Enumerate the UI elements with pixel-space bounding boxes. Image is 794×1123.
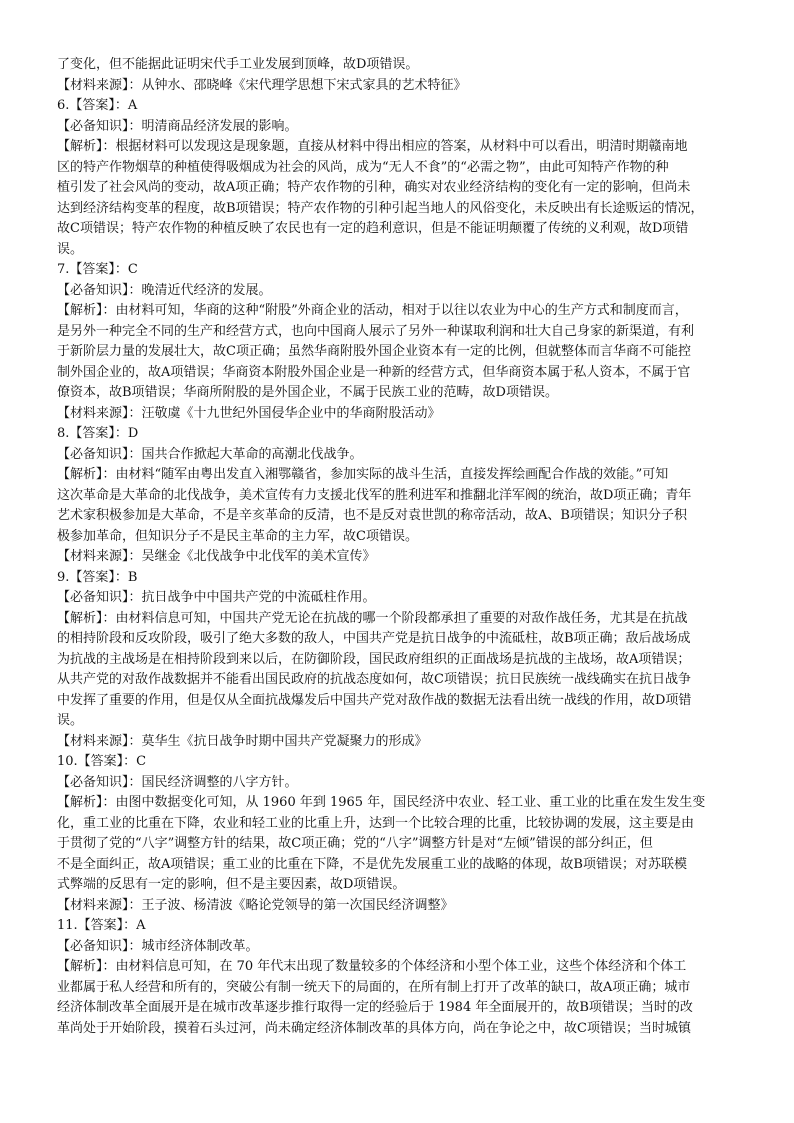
text-line: 制外国企业的，故A项错误；华商资本附股外国企业是一种新的经营方式，但华商资本属于私人资本，不属于官 — [57, 364, 691, 380]
text-line: 误。 — [57, 241, 84, 257]
text-line: 【必备知识】：抗日战争中中国共产党的中流砥柱作用。 — [57, 590, 376, 605]
text-line: 业都属于私人经营和所有的，突破公有制一统天下的局面的，在所有制上打开了改革的缺口，故A项正确；城市 — [57, 979, 691, 995]
text-line: 【必备知识】：晚清近代经济的发展。 — [57, 282, 272, 298]
text-line: 为抗战的主战场是在相持阶段到来以后，在防御阶段，国民政府组织的正面战场是抗战的主战场，故A项错误； — [57, 651, 691, 667]
text-line: 区的特产作物烟草的种植使得吸烟成为社会的风尚，成为“无人不食”的“必需之物”，由此可知特产作物的种 — [57, 159, 669, 175]
text-line: 的相持阶段和反攻阶段，吸引了绝大多数的敌人，中国共产党是抗日战争的中流砥柱，故B项正确；敌后战场成 — [57, 631, 691, 646]
text-line: 【解析】：由图中数据变化可知，从 1960 年到 1965 年，国民经济中农业、轻工业、重工业的比重在发生发生变 — [57, 795, 706, 810]
text-line: 误。 — [57, 713, 84, 728]
text-line: 艺术家积极参加是大革命，不是辛亥革命的反清，也不是反对袁世凯的称帝活动，故A、B项错误；知识分子积 — [57, 508, 687, 523]
text-line: 【必备知识】：国民经济调整的八字方针。 — [57, 774, 298, 790]
text-line: 【解析】：根据材料可以发现这是现象题，直接从材料中得出相应的答案，从材料中可以看出，明清时期赣南地 — [57, 139, 688, 154]
text-line: 从共产党的对敌作战数据并不能看出国民政府的抗战态度如何，故C项错误；抗日民族统一战线确实在抗日战争 — [57, 672, 691, 687]
text-line: 【材料来源】：王子波、杨清波《略论党领导的第一次国民经济调整》 — [57, 897, 454, 913]
text-line: 故C项错误；特产农作物的种植反映了农民也有一定的趋利意识，但是不能证明颠覆了传统的义利观，故D项错 — [57, 221, 689, 236]
text-line: 是另外一种完全不同的生产和经营方式，也向中国商人展示了另外一种谋取利润和壮大自己身家的新渠道，有利 — [57, 323, 695, 339]
text-line: 化，重工业的比重在下降，农业和轻工业的比重上升，达到一个比较合理的比重，比较协调的发展，这主要是由 — [57, 815, 695, 831]
text-line: 7.【答案】：C — [57, 262, 138, 277]
text-line: 6.【答案】：A — [57, 98, 138, 113]
text-line: 【材料来源】：从钟水、邵晓峰《宋代理学思想下宋式家具的艺术特征》 — [57, 77, 467, 93]
text-line: 植引发了社会风尚的变动，故A项正确；特产农作物的引种，确实对农业经济结构的变化有一定的影响，但尚未 — [57, 180, 691, 195]
text-line: 【材料来源】：汪敬虞《十九世纪外国侵华企业中的华商附股活动》 — [57, 405, 441, 421]
text-line: 中发挥了重要的作用，但是仅从全面抗战爆发后中国共产党对敌作战的数据无法看出统一战线的作用，故D项错 — [57, 692, 692, 708]
text-line: 于新阶层力量的发展壮大，故C项正确；虽然华商附股外国企业资本有一定的比例，但就整体而言华商不可能控 — [57, 344, 691, 359]
text-line: 僚资本，故B项错误；华商所附股的是外国企业，不属于民族工业的范畴，故D项错误。 — [57, 385, 558, 400]
text-line: 不是全面纠正，故A项错误；重工业的比重在下降，不是优先发展重工业的战略的体现，故B项错误；对苏联模 — [57, 856, 687, 872]
text-line: 革尚处于开始阶段，摸着石头过河，尚未确定经济体制改革的具体方向，尚在争论之中，故C项错误；当时城镇 — [57, 1020, 691, 1036]
text-line: 【解析】：由材料“随军由粤出发直入湘鄂赣省，参加实际的战斗生活，直接发挥绘画配合作战的效能。”可知 — [57, 467, 669, 482]
text-line: 8.【答案】：D — [57, 426, 139, 441]
text-line: 了变化，但不能据此证明宋代手工业发展到顶峰，故D项错误。 — [57, 57, 419, 72]
document-body — [57, 55, 739, 1039]
text-line: 【必备知识】：城市经济体制改革。 — [57, 938, 259, 954]
text-line: 10.【答案】：C — [57, 754, 147, 769]
text-line: 经济体制改革全面展开是在城市改革逐步推行取得一定的经验后于 1984 年全面展开的，故B项错误；当时的改 — [57, 1000, 693, 1015]
text-line: 【解析】：由材料信息可知，在 70 年代末出现了数量较多的个体经济和小型个体工业，这些个体经济和个体工 — [57, 959, 687, 974]
text-line: 式弊端的反思有一定的影响，但不是主要因素，故D项错误。 — [57, 877, 406, 892]
text-line: 【必备知识】：明清商品经济发展的影响。 — [57, 118, 298, 134]
text-line: 9.【答案】：B — [57, 569, 138, 585]
text-line: 【解析】：由材料信息可知，中国共产党无论在抗战的哪一个阶段都承担了重要的对敌作战任务，尤其是在抗战 — [57, 610, 688, 626]
text-line: 【材料来源】：吴继金《北伐战争中北伐军的美术宣传》 — [57, 549, 376, 564]
text-line: 【解析】：由材料可知，华商的这种“附股”外商企业的活动，相对于以往以农业为中心的生产方式和制度而言， — [57, 303, 688, 318]
text-line: 【必备知识】：国共合作掀起大革命的高潮北伐战争。 — [57, 446, 363, 462]
text-line: 达到经济结构变革的程度，故B项错误；特产农作物的引种引起当地人的风俗变化，未反映出有长途贩运的情况， — [57, 200, 704, 216]
text-line: 这次革命是大革命的北伐战争，美术宣传有力支援北伐军的胜利进军和推翻北洋军阀的统治，故D项正确；青年 — [57, 487, 692, 503]
text-line: 极参加革命，但知识分子不是民主革命的主力军，故C项错误。 — [57, 528, 418, 544]
text-line: 【材料来源】：莫华生《抗日战争时期中国共产党凝聚力的形成》 — [57, 733, 428, 749]
text-line: 于贯彻了党的“八字”调整方针的结果，故C项正确；党的“八字”调整方针是对“左倾”错误的部分纠正，但 — [57, 836, 653, 851]
text-line: 11.【答案】：A — [57, 918, 146, 933]
